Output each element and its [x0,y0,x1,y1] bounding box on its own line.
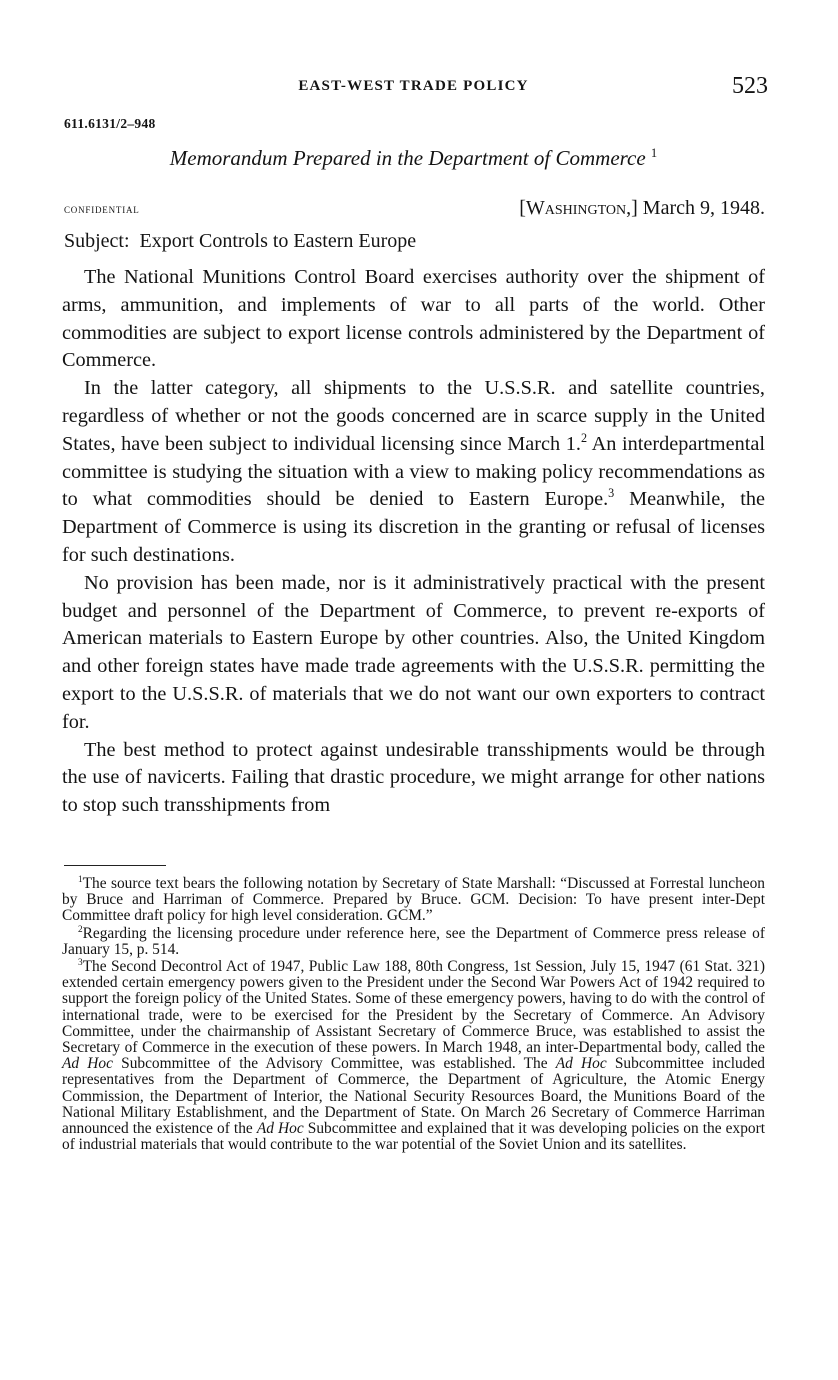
footnote-2-marker: 2 [78,923,83,934]
subject-text: Export Controls to Eastern Europe [139,230,417,252]
paragraph-4: The best method to protect against undesirable transshipments would be through the use of navicerts. Failing that drastic procedure, we might arrange for other nations to stop such transshipments from [62,738,765,817]
footnote-divider [64,865,166,866]
memo-body [62,264,765,820]
page-number: 523 [732,73,768,99]
paragraph-3: No provision has been made, nor is it administratively practical with the present budget and personnel of the Department of Commerce, to prevent re-exports of American materials to Eastern Europe by other countries. Also, the United Kingdom and other foreign states have made trade agreements with the U.S.S.R. permitting the export to the U.S.S.R. of materials that we do not want our own exporters to contract for. [62,571,765,733]
paragraph-2-part-c: Meanwhile, the Department of Commerce is using its discretion in the granting or refusal of licenses for such destinations. [62,488,765,566]
footnote-3-part-b: Subcommittee of the Advisory Committee, was established. The [112,1055,556,1073]
classification-label: confidential [64,201,140,216]
footnote-2 [62,923,765,958]
paragraph-2-part-a: In the latter category, all shipments to the U.S.S.R. and satellite countries, regardless of whether or not the goods concerned are in scarce supply in the United States, have been subject to individual licensing since March 1. [62,377,765,455]
footnote-2-text: Regarding the licensing procedure under reference here, see the Department of Commerce press release of January 15, p. 514. [62,924,765,958]
subject-line [64,230,416,253]
footnote-ref-2: 2 [581,431,588,446]
ad-hoc-term-3: Ad Hoc [256,1120,304,1138]
footnote-1-marker: 1 [78,873,83,884]
footnotes [62,873,765,1154]
ad-hoc-term-1: Ad Hoc [62,1055,113,1073]
footnote-ref-3: 3 [608,486,615,501]
paragraph-2 [62,375,765,570]
paragraph-2-part-b: An interdepartmental committee is studying the situation with a view to making policy recommendations as to what commodities should be denied to Eastern Europe. [62,432,765,511]
running-head [62,73,768,100]
ad-hoc-term-2: Ad Hoc [555,1055,607,1073]
footnote-3 [62,956,765,1154]
paragraph-1: The National Munitions Control Board exercises authority over the shipment of arms, ammunition, and implements of war to all parts of the world. Other commodities are subject to export license controls administered by the Department of Commerce. [62,266,765,372]
footnote-1 [62,873,765,925]
footnote-3-part-a: The Second Decontrol Act of 1947, Public Law 188, 80th Congress, 1st Session, July 15, 1947 (61 Stat. 321) extended certain emergency powers given to the President under the Second War Powers Act of 1942 required to support the foreign policy of the United States. Some of these emergency powers, having to do with the control of international trade, were to be exercised for the President by the Secretary of Commerce. An Advisory Committee, under the chairmanship of Assistant Secretary of Commerce Bruce, was established to assist the Secretary of Commerce in the execution of these powers. In March 1948, an inter-Departmental body, called the [62,958,765,1057]
footnote-3-part-c: Subcommittee included representatives from the Department of Commerce, the Department of Agriculture, the Atomic Energy Commission, the Department of Interior, the National Security Resources Board, the Munitions Board of the National Military Establishment, and the Department of State. On March 26 Secretary of Commerce Harriman announced the existence of the [62,1055,765,1138]
subject-label: Subject: [64,230,130,252]
dateline-place: [Washington,] [519,197,638,219]
footnote-3-marker: 3 [78,956,83,967]
memo-title [62,146,765,171]
memo-title-text: Memorandum Prepared in the Department of Commerce [169,146,646,170]
file-number: 611.6131/2–948 [64,116,156,131]
dateline-date: March 9, 1948. [642,197,765,219]
footnote-ref-1: 1 [650,146,658,160]
dateline [519,197,765,220]
footnote-1-text: The source text bears the following notation by Secretary of State Marshall: “Discussed at Forrestal luncheon by Bruce and Harriman of Commerce. Prepared by Bruce. GCM. Decision: To have present inter-Dept Committee draft policy for high level consideration. GCM.” [62,875,765,925]
footnote-3-part-d: Subcommittee and explained that it was developing policies on the export of industrial materials that would contribute to the war potential of the Soviet Union and its satellites. [62,1120,765,1154]
running-title: EAST-WEST TRADE POLICY [298,78,529,94]
